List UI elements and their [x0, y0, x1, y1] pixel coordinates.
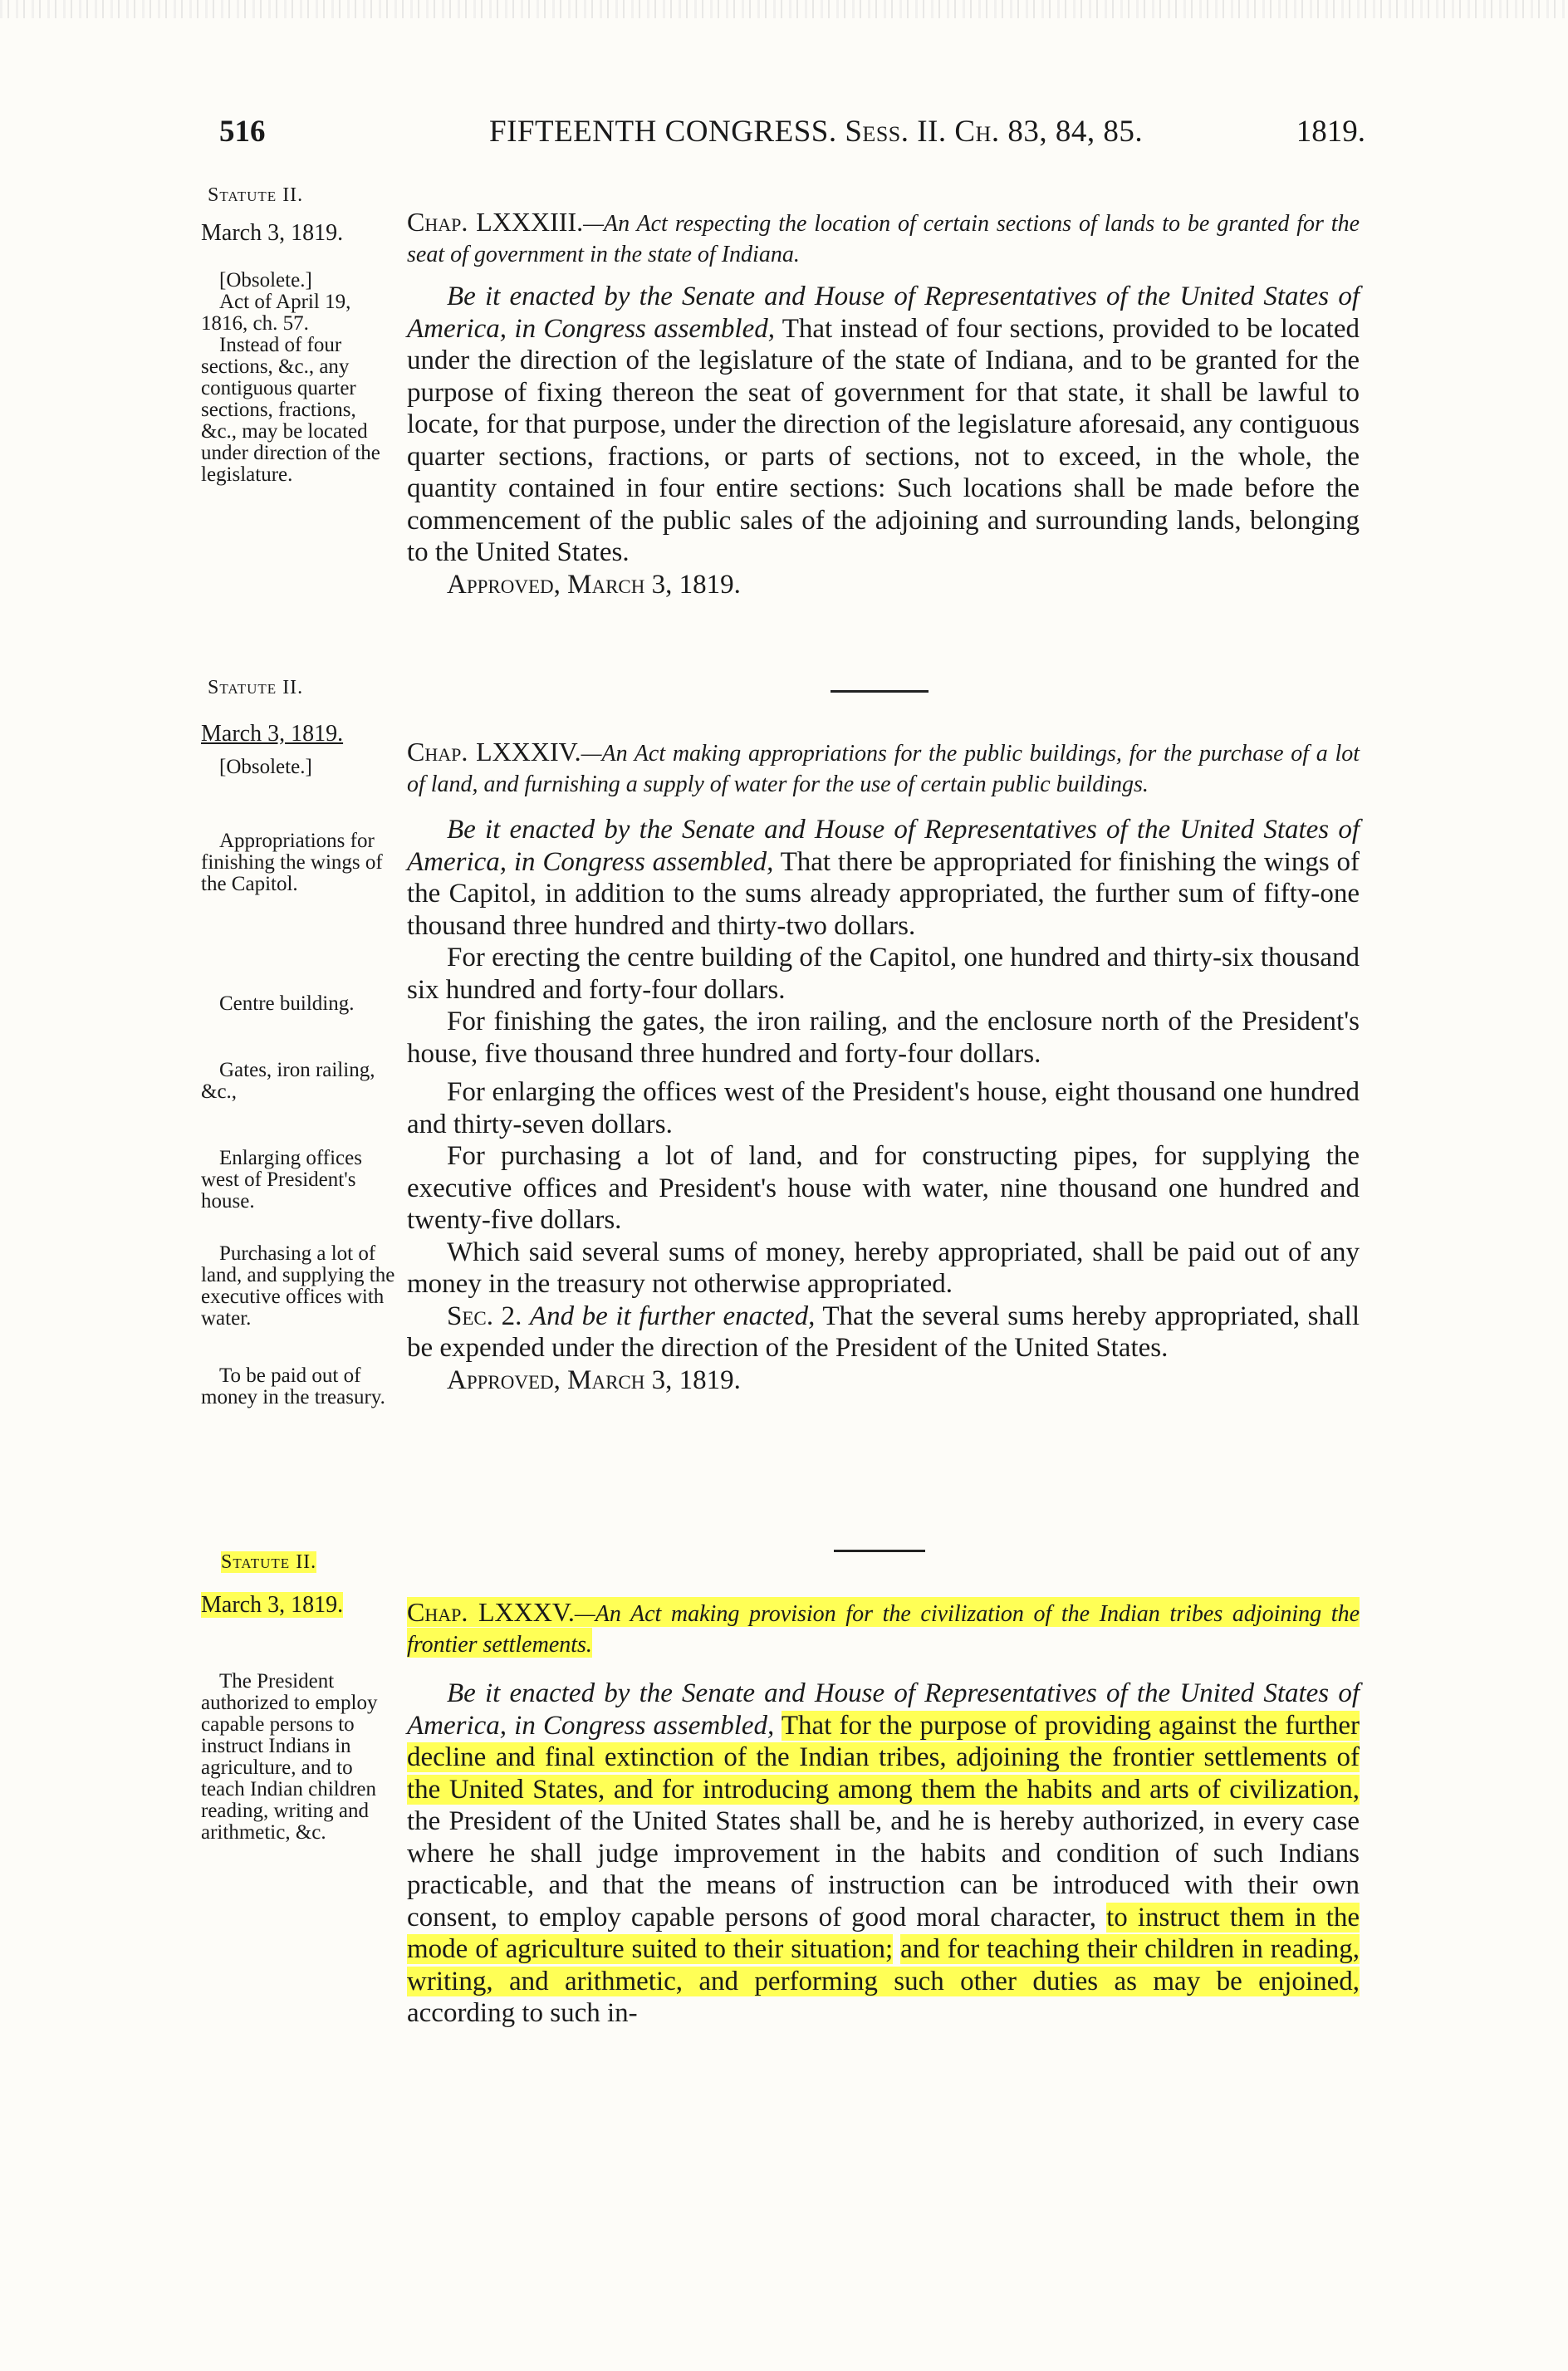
statute-label-wrap	[221, 1551, 343, 1573]
section-two-text: That the several sums hereby appropriated, shall be expended under the direction of the President of the United States.	[407, 1301, 1360, 1363]
margin-offices: Enlarging offices west of President's house.	[201, 1147, 362, 1212]
margin-gates: Gates, iron railing, &c.,	[201, 1059, 375, 1103]
statute-date: March 3, 1819.	[201, 1592, 344, 1618]
further-enacted: And be it further enacted,	[529, 1301, 816, 1331]
ch83-text	[407, 208, 1360, 600]
page-number: 516	[219, 115, 266, 149]
ch83-heading	[407, 208, 1360, 269]
obsolete-note: [Obsolete.]	[219, 269, 312, 291]
statute-date: March 3, 1819.	[201, 721, 344, 747]
margin-capitol-wings: Appropriations for finishing the wings of the Capitol.	[201, 830, 383, 895]
location-note: Instead of four sections, &c., any contiguous quarter sections, fractions, &c., may be located under direction of the legislature.	[201, 334, 380, 486]
ch85-text	[407, 1598, 1360, 2030]
ch83-margin	[201, 184, 343, 244]
statute-date-wrap	[201, 1592, 344, 1618]
approved-line: Approved, March 3, 1819.	[447, 1364, 741, 1395]
president-authorized-note: The President authorized to employ capable persons to instruct Indians in agriculture, and to teach Indian children reading, writing and arithmetic, &c.	[201, 1670, 378, 1844]
enacting-clause: Be it enacted by the Senate and House of Representatives of the United States of America, in Congress assembled,	[407, 1678, 1360, 1741]
body-text: That instead of four sections, provided to be located under the direction of the legislature of the state of Indiana, and to be granted for the purpose of fixing thereon the seat of government for that state, it shall be lawful to locate, for that purpose, under the direction of the legislature aforesaid, any contiguous quarter sections, fractions, or parts of sections, not to exceed, in the whole, the quantity contained in four entire sections: Such locations shall be made before the commencement of the public sales of the adjoining and surrounding lands, belonging to the United States.	[407, 313, 1360, 567]
ch85-margin-note	[201, 1671, 394, 1844]
highlight-teaching: and for teaching their children in reading, writing, and arithmetic, and performing such other duties as may be enjoined,	[407, 1934, 1360, 1996]
header-year: 1819.	[1296, 115, 1365, 149]
body-text: the President of the United States shall be, and he is hereby authorized, in every case where he shall judge improvement in the habits and condition of such Indians practicable, and that the means of instruction can be introduced with their own consent, to employ capable persons of good moral character,	[407, 1806, 1360, 1933]
margin-treasury: To be paid out of money in the treasury.	[201, 1364, 385, 1408]
section-divider	[831, 690, 929, 693]
act-reference-note: Act of April 19, 1816, ch. 57.	[201, 291, 351, 335]
margin-water: Purchasing a lot of land, and supplying the executive offices with water.	[201, 1242, 395, 1330]
ch85-heading	[407, 1598, 1360, 1659]
section-divider	[834, 1550, 925, 1552]
act-title: —An Act making appropriations for the public buildings, for the purchase of a lot of land, and furnishing a supply of water for the use of certain public buildings.	[407, 741, 1360, 797]
highlighted-heading	[407, 1597, 1360, 1658]
statute-label: Statute II.	[208, 184, 304, 206]
ch83-margin-notes	[201, 270, 396, 486]
appropriation-gates: For finishing the gates, the iron railing, and the enclosure north of the President's house, five thousand three hundred and forty-four dollars.	[407, 1007, 1360, 1069]
treasury-clause: Which said several sums of money, hereby appropriated, shall be paid out of any money in the treasury not otherwise appropriated.	[407, 1237, 1360, 1299]
ch84-margin	[201, 677, 343, 778]
statute-label: Statute II.	[221, 1551, 317, 1573]
running-title	[489, 114, 1143, 149]
statute-date: March 3, 1819.	[201, 220, 344, 246]
chapter-number: Chap. LXXXV.	[407, 1597, 575, 1627]
ch85-body	[407, 1678, 1360, 2030]
act-title: —An Act respecting the location of certain sections of lands to be granted for the seat of government in the state of Indiana.	[407, 211, 1360, 267]
ch83-body	[407, 281, 1360, 569]
ch84-text	[407, 737, 1360, 1396]
approved-line: Approved, March 3, 1819.	[447, 569, 741, 600]
enacting-clause: Be it enacted by the Senate and House of Representatives of the United States of America, in Congress assembled,	[407, 282, 1360, 344]
congress-title: FIFTEENTH CONGRESS.	[489, 115, 837, 149]
chapter-number: Chap. LXXXIII.	[407, 207, 584, 237]
obsolete-note: [Obsolete.]	[219, 756, 312, 778]
section-label: Sec. 2.	[447, 1301, 522, 1331]
scan-edge-noise	[0, 0, 1568, 18]
margin-centre-building: Centre building.	[219, 992, 355, 1015]
statute-label: Statute II.	[208, 677, 304, 698]
highlight-agriculture: to instruct them in the mode of agriculture suited to their situation;	[407, 1902, 1360, 1964]
act-title: —An Act making provision for the civilization of the Indian tribes adjoining the frontier settlements.	[407, 1601, 1360, 1658]
enacting-clause: Be it enacted by the Senate and House of Representatives of the United States of America, in Congress assembled,	[407, 815, 1360, 877]
appropriation-offices: For enlarging the offices west of the President's house, eight thousand one hundred and thirty-seven dollars.	[407, 1077, 1360, 1139]
ch85-margin	[201, 1551, 343, 1616]
highlight-purpose: That for the purpose of providing against the further decline and final extinction of the Indian tribes, adjoining the frontier settlements of the United States, and for introducing among them the habits and arts of civilization,	[407, 1710, 1360, 1805]
session-chapters: Sess. II. Ch. 83, 84, 85.	[845, 115, 1144, 149]
page-header	[219, 114, 1365, 152]
ch84-heading	[407, 737, 1360, 799]
appropriation-centre-building: For erecting the centre building of the Capitol, one hundred and thirty-six thousand six hundred and forty-four dollars.	[407, 943, 1360, 1005]
chapter-number: Chap. LXXXIV.	[407, 737, 581, 767]
body-text: That there be appropriated for finishing the wings of the Capitol, in addition to the sums already appropriated, the further sum of fifty-one thousand three hundred and thirty-two dollars.	[407, 846, 1360, 941]
section-two	[407, 1301, 1360, 1364]
body-text-continued: according to such in-	[407, 1998, 638, 2028]
appropriation-water: For purchasing a lot of land, and for constructing pipes, for supplying the executive offices and President's house with water, nine thousand one hundred and twenty-five dollars.	[407, 1141, 1360, 1235]
appropriation-capitol-wings	[407, 814, 1360, 942]
